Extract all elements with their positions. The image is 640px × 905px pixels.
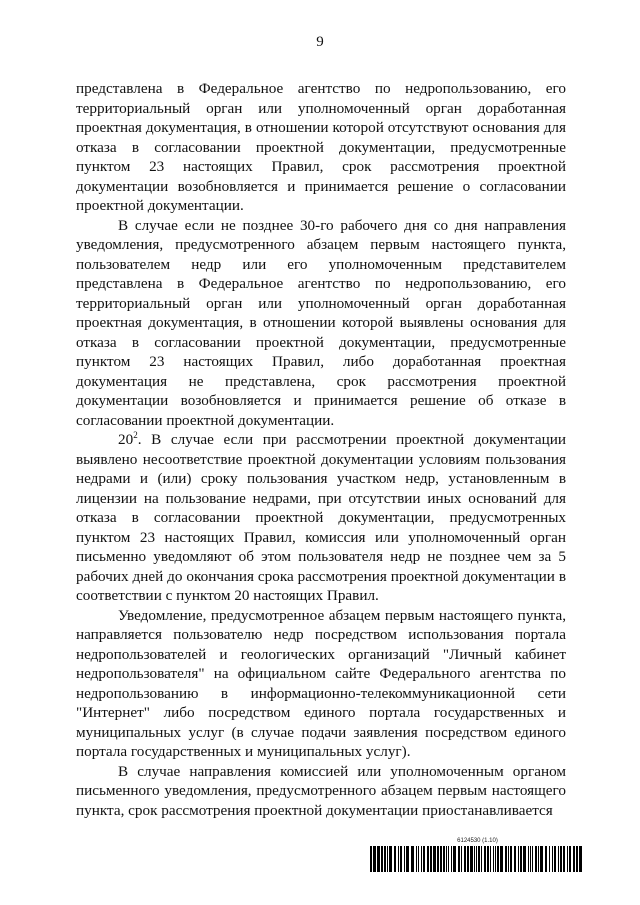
page-number: 9 xyxy=(316,34,324,50)
paragraph-30-day-deadline: В случае если не позднее 30-го рабочего дня со дня направления уведомления, предусмотренного абзацем первым настоящего пункта, пользователем недр или его уполномоченным представителем представлена в Федеральное агентство по недропользованию, его территориальный орган или уполномоченный орган доработанная проектная документация, в отношении которой выявлены основания для отказа в согласовании проектной документации, предусмотренные пунктом 23 настоящих Правил, либо доработанная проектная документация не представлена, срок рассмотрения проектной документации возобновляется и принимается решение об отказе в согласовании проектной документации. xyxy=(76,216,566,429)
clause-number-superscript: 2 xyxy=(133,429,138,440)
clause-text: . В случае если при рассмотрении проектной документации выявлено несоответствие проектной документации условиям пользования недрами и (или) сроку пользования участком недр, установленным в лицензии на пользование недрами, при отсутствии иных оснований для отказа в согласовании проектной документации, предусмотренных пунктом 23 настоящих Правил, комиссия или уполномоченный орган письменно уведомляют об этом пользователя недр не позднее чем за 5 рабочих дней до окончания срока рассмотрения проектной документации в соответствии с пунктом 20 настоящих Правил. xyxy=(76,431,566,604)
barcode-icon xyxy=(370,846,585,872)
paragraph-clause-20-2 xyxy=(76,430,566,606)
clause-number: 20 xyxy=(118,431,134,448)
document-body xyxy=(76,79,566,820)
paragraph-continuation: представлена в Федеральное агентство по недропользованию, его территориальный орган или уполномоченный орган доработанная проектная документация, в отношении которой отсутствуют основания для отказа в согласовании проектной документации, предусмотренные пунктом 23 настоящих Правил, срок рассмотрения проектной документации возобновляется и принимается решение о согласовании проектной документации. xyxy=(76,80,566,214)
document-barcode xyxy=(370,838,585,872)
barcode-label: 6124530 (1.10) xyxy=(457,838,498,844)
paragraph-notification-delivery: Уведомление, предусмотренное абзацем первым настоящего пункта, направляется пользователю недр посредством использования портала недропользователей и геологических организаций "Личный кабинет недропользователя" на официальном сайте Федерального агентства по недропользованию в информационно-телекоммуникационной сети "Интернет" либо посредством единого портала государственных и муниципальных услуг (в случае подачи заявления посредством единого портала государственных и муниципальных услуг). xyxy=(76,606,566,760)
paragraph-suspension: В случае направления комиссией или уполномоченным органом письменного уведомления, предусмотренного абзацем первым настоящего пункта, срок рассмотрения проектной документации приостанавливается xyxy=(76,762,566,819)
